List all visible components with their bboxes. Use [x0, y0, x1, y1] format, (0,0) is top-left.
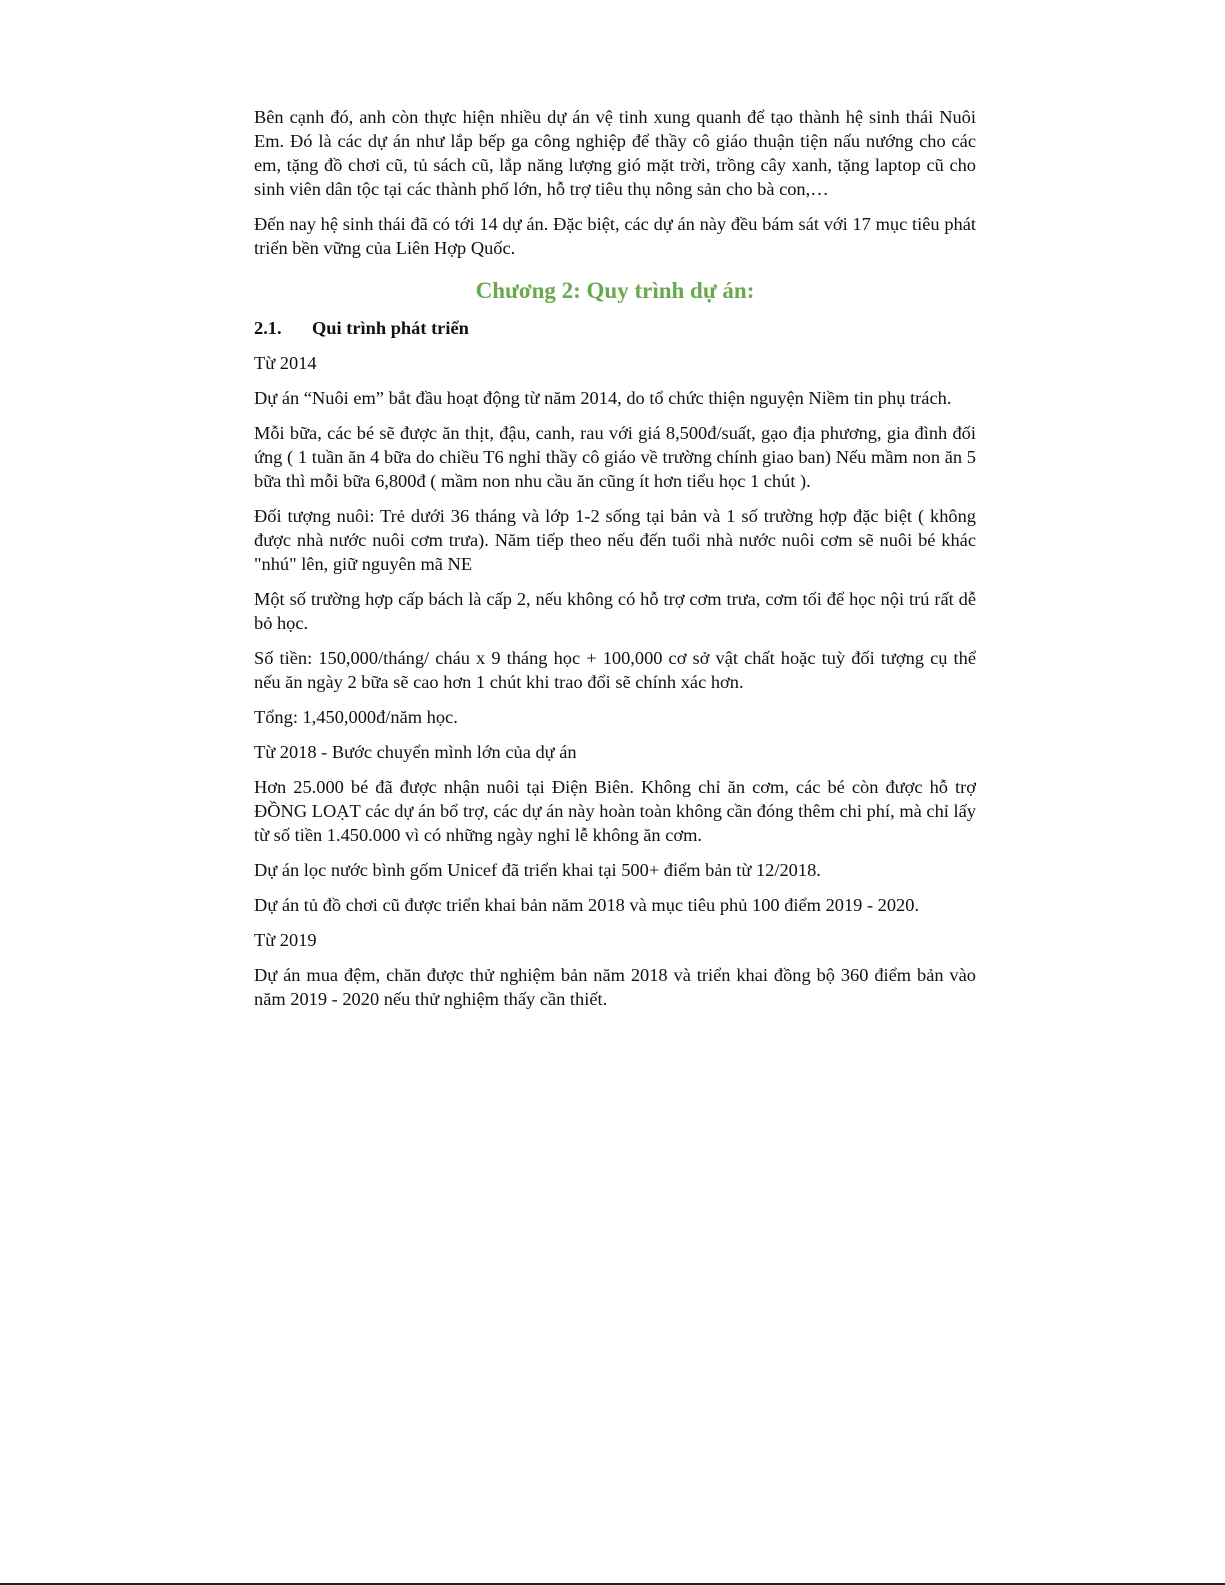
- paragraph-project-start: Dự án “Nuôi em” bắt đầu hoạt động từ năm 2014, do tổ chức thiện nguyện Niềm tin phụ trách.: [254, 388, 952, 408]
- paragraph-amount: Số tiền: 150,000/tháng/ cháu x 9 tháng học + 100,000 cơ sở vật chất hoặc tuỳ đối tượng cụ thể nếu ăn ngày 2 bữa sẽ cao hơn 1 chút khi trao đổi sẽ chính xác hơn.: [254, 648, 976, 692]
- paragraph-water-filter: Dự án lọc nước bình gốm Unicef đã triển khai tại 500+ điểm bản từ 12/2018.: [254, 860, 821, 880]
- section-title: Qui trình phát triển: [312, 318, 469, 338]
- paragraph-beneficiaries: Đối tượng nuôi: Trẻ dưới 36 tháng và lớp 1-2 sống tại bản và 1 số trường hợp đặc biệt ( không được nhà nước nuôi cơm trưa). Năm tiếp theo nếu đến tuổi nhà nước nuôi cơm sẽ nuôi bé khác "nhú" lên, giữ nguyên mã NE: [254, 506, 976, 574]
- paragraph-toy-cabinet: Dự án tủ đồ chơi cũ được triển khai bản năm 2018 và mục tiêu phủ 100 điểm 2019 - 2020.: [254, 895, 920, 915]
- paragraph-blankets: Dự án mua đệm, chăn được thử nghiệm bản năm 2018 và triển khai đồng bộ 360 điểm bản vào năm 2019 - 2020 nếu thử nghiệm thấy cần thiết.: [254, 965, 976, 1009]
- paragraph-children-count: Hơn 25.000 bé đã được nhận nuôi tại Điện Biên. Không chỉ ăn cơm, các bé còn được hỗ trợ ĐỒNG LOẠT các dự án bổ trợ, các dự án này hoàn toàn không cần đóng thêm chi phí, mà chỉ lấy từ số tiền 1.450.000 vì có những ngày nghỉ lễ không ăn cơm.: [254, 777, 976, 845]
- paragraph-meal-cost: Mỗi bữa, các bé sẽ được ăn thịt, đậu, canh, rau với giá 8,500đ/suất, gạo địa phương, gia đình đối ứng ( 1 tuần ăn 4 bữa do chiều T6 nghỉ thầy cô giáo về trường chính giao ban) Nếu mầm non ăn 5 bữa thì mỗi bữa 6,800đ ( mầm non nhu cầu ăn cũng ít hơn tiểu học 1 chút ).: [254, 423, 976, 491]
- paragraph-satellite-projects: Bên cạnh đó, anh còn thực hiện nhiều dự án vệ tinh xung quanh để tạo thành hệ sinh thái Nuôi Em. Đó là các dự án như lắp bếp ga công nghiệp để thầy cô giáo thuận tiện nấu nướng cho các em, tặng đồ chơi cũ, tủ sách cũ, lắp năng lượng gió mặt trời, trồng cây xanh, tặng laptop cũ cho sinh viên dân tộc tại các thành phố lớn, hỗ trợ tiêu thụ nông sản cho bà con,…: [254, 107, 976, 199]
- paragraph-from-2014: Từ 2014: [254, 353, 317, 373]
- paragraph-ecosystem-count: Đến nay hệ sinh thái đã có tới 14 dự án. Đặc biệt, các dự án này đều bám sát với 17 mục tiêu phát triển bền vững của Liên Hợp Quốc.: [254, 214, 976, 258]
- paragraph-urgent-cases: Một số trường hợp cấp bách là cấp 2, nếu không có hỗ trợ cơm trưa, cơm tối để học nội trú rất dễ bỏ học.: [254, 589, 976, 633]
- chapter-title: Chương 2: Quy trình dự án:: [475, 278, 755, 303]
- paragraph-total: Tổng: 1,450,000đ/năm học.: [254, 707, 458, 727]
- paragraph-from-2019: Từ 2019: [254, 930, 317, 950]
- section-number: 2.1.: [254, 318, 282, 338]
- paragraph-from-2018: Từ 2018 - Bước chuyển mình lớn của dự án: [254, 742, 577, 762]
- section-heading: [254, 316, 976, 340]
- document-page: [254, 105, 976, 1022]
